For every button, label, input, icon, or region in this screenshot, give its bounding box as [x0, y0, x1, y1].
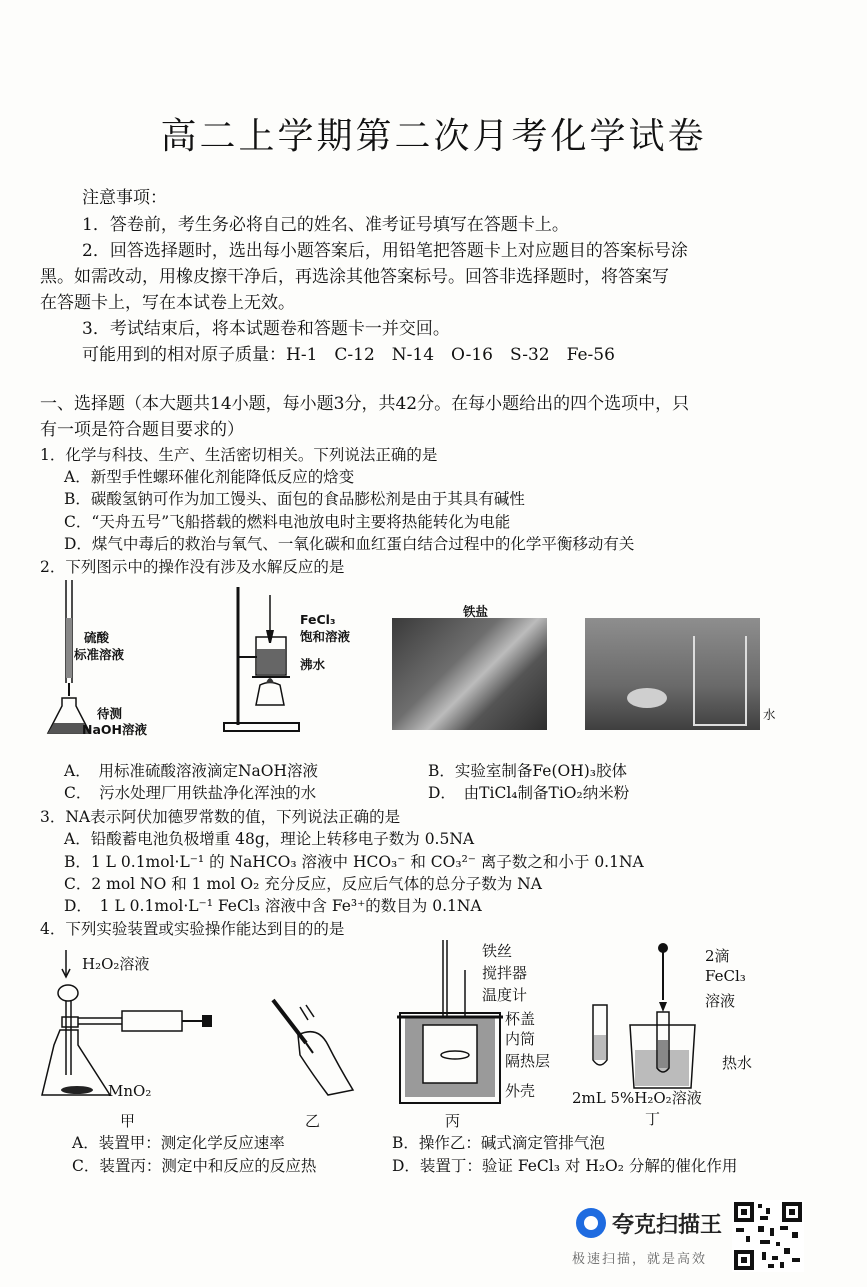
q2-option-b: B．实验室制备Fe(OH)₃胶体 [428, 762, 628, 780]
label-water: 水 [763, 707, 776, 722]
label-saturated-solution: 饱和溶液 [300, 629, 351, 644]
q3-option-b: B．1 L 0.1mol·L⁻¹ 的 NaHCO₃ 溶液中 HCO₃⁻ 和 CO₃²⁻ 离子数之和小于 0.1NA [64, 853, 644, 871]
q4-option-c: C．装置丙：测定中和反应的反应热 [72, 1157, 317, 1175]
watermark-name: 夸克扫描王 [612, 1213, 723, 1238]
q2-option-d: D． 由TiCl₄制备TiO₂纳米粉 [428, 784, 630, 802]
notice-item-2: 2．回答选择题时，选出每小题答案后，用铅笔把答题卡上对应题目的答案标号涂 [82, 241, 688, 261]
label-insulation-layer: 隔热层 [505, 1052, 551, 1070]
q1-option-d: D．煤气中毒后的救治与氧气、一氧化碳和血红蛋白结合过程中的化学平衡移动有关 [64, 535, 635, 553]
label-bing: 丙 [445, 1112, 461, 1130]
atomic-mass: 可能用到的相对原子质量：H-1 C-12 N-14 O-16 S-32 Fe-56 [82, 345, 615, 365]
label-inner-cylinder: 内筒 [505, 1030, 536, 1048]
label-stirrer: 搅拌器 [482, 964, 528, 982]
label-naoh-solution: NaOH溶液 [82, 722, 147, 737]
notice-item-3: 3．考试结束后，将本试题卷和答题卡一并交回。 [82, 319, 450, 339]
label-drops-solution: 溶液 [705, 992, 736, 1010]
label-cup-lid: 杯盖 [505, 1010, 536, 1028]
operation-yi-figure [268, 995, 358, 1100]
label-jia: 甲 [120, 1112, 136, 1130]
label-ding: 丁 [645, 1110, 661, 1128]
q3-option-c: C．2 mol NO 和 1 mol O₂ 充分反应，反应后气体的总分子数为 NA [64, 875, 542, 893]
notice-item-1: 1．答卷前，考生务必将自己的姓名、准考证号填写在答题卡上。 [82, 215, 569, 235]
q2-option-a: A． 用标准硫酸溶液滴定NaOH溶液 [64, 762, 318, 780]
q4-option-b: B．操作乙：碱式滴定管排气泡 [392, 1134, 605, 1152]
colloid-figure [222, 585, 302, 735]
iron-salt-photo [392, 618, 547, 730]
label-iron-wire: 铁丝 [482, 942, 513, 960]
label-standard-solution: 标准溶液 [74, 647, 125, 662]
catalysis-ding-figure [585, 940, 725, 1090]
exam-title: 高二上学期第二次月考化学试卷 [160, 116, 707, 157]
q1-option-a: A．新型手性螺环催化剂能降低反应的焓变 [64, 468, 355, 486]
q2-option-c: C． 污水处理厂用铁盐净化浑浊的水 [64, 784, 317, 802]
qr-code-icon [732, 1200, 804, 1272]
label-yi: 乙 [305, 1112, 321, 1130]
q2-stem: 2．下列图示中的操作没有涉及水解反应的是 [40, 558, 345, 576]
watermark-slogan: 极速扫描，就是高效 [572, 1252, 708, 1267]
q3-option-a: A．铅酸蓄电池负极增重 48g，理论上转移电子数为 0.5NA [64, 830, 475, 848]
notice-item-2-cont2: 在答题卡上，写在本试卷上无效。 [40, 293, 295, 313]
label-iron-salt: 铁盐 [463, 604, 489, 619]
label-sulfuric-acid: 硫酸 [84, 630, 110, 645]
q4-stem: 4．下列实验装置或实验操作能达到目的的是 [40, 920, 345, 938]
q1-option-c: C．“天舟五号”飞船搭载的燃料电池放电时主要将热能转化为电能 [64, 513, 511, 531]
q3-stem: 3．NA表示阿伏加德罗常数的值，下列说法正确的是 [40, 808, 401, 826]
notice-item-2-cont: 黑。如需改动，用橡皮擦干净后，再选涂其他答案标号。回答非选择题时，将答案写 [40, 267, 669, 287]
q3-option-d: D． 1 L 0.1mol·L⁻¹ FeCl₃ 溶液中含 Fe³⁺的数目为 0.1NA [64, 897, 482, 915]
label-fecl3-drops: FeCl₃ [705, 967, 746, 985]
label-hot-water: 热水 [722, 1054, 753, 1072]
beaker-photo [585, 618, 760, 730]
q4-option-d: D．装置丁：验证 FeCl₃ 对 H₂O₂ 分解的催化作用 [392, 1157, 738, 1175]
label-2-drops: 2滴 [705, 947, 730, 965]
label-h2o2-tube: 2mL 5%H₂O₂溶液 [572, 1089, 702, 1107]
label-h2o2-solution: H₂O₂溶液 [82, 955, 150, 973]
label-to-be-tested: 待测 [97, 706, 123, 721]
q1-stem: 1．化学与科技、生产、生活密切相关。下列说法正确的是 [40, 446, 438, 464]
notice-heading: 注意事项： [82, 188, 167, 208]
label-boiling-water: 沸水 [300, 657, 326, 672]
q1-option-b: B．碳酸氢钠可作为加工馒头、面包的食品膨松剂是由于其具有碱性 [64, 490, 525, 508]
label-thermometer: 温度计 [482, 986, 528, 1004]
section-heading: 一、选择题（本大题共14小题，每小题3分，共42分。在每小题给出的四个选项中，只 [40, 394, 690, 414]
q4-option-a: A．装置甲：测定化学反应速率 [72, 1134, 285, 1152]
label-mno2: MnO₂ [108, 1082, 152, 1100]
quark-logo-icon [576, 1208, 606, 1238]
label-fecl3: FeCl₃ [300, 612, 336, 627]
section-heading-cont: 有一项是符合题目要求的） [40, 420, 244, 440]
label-outer-shell: 外壳 [505, 1082, 536, 1100]
